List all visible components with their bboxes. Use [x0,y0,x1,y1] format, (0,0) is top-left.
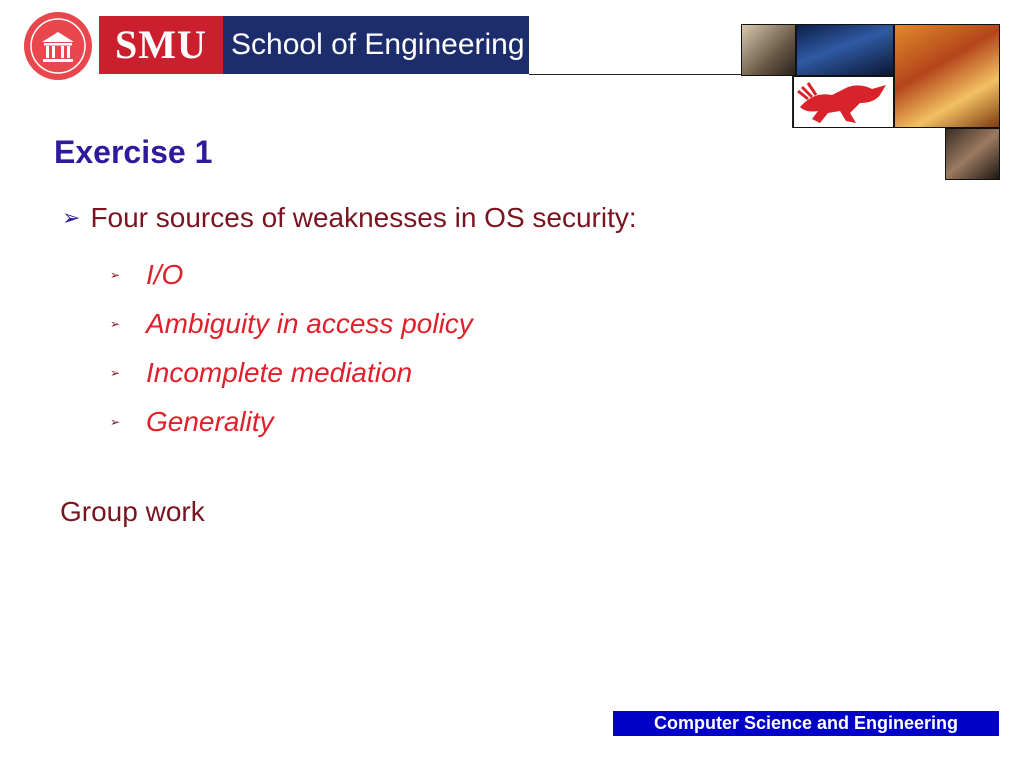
header-photo-tech [796,24,894,76]
header-photo-mustang [793,76,894,128]
main-bullet-text: Four sources of weaknesses in OS security: [90,202,637,233]
header-photo-classroom [945,128,1000,180]
main-bullet [62,202,637,234]
sub-bullet-text: I/O [146,258,184,290]
header-photo-campus [894,24,1000,128]
sub-bullet-list [110,250,473,446]
arrow-bullet-icon: ➢ [62,205,81,230]
sub-bullet-text: Incomplete mediation [146,356,413,388]
smu-seal-logo [24,12,92,80]
small-arrow-bullet-icon: ➢ [110,365,121,380]
sub-bullet-text: Generality [146,405,274,437]
smu-brand: SMU [99,16,223,74]
sub-bullet-item [110,299,473,348]
small-arrow-bullet-icon: ➢ [110,267,121,282]
school-name: School of Engineering [223,16,529,74]
slide-title: Exercise 1 [54,134,213,170]
small-arrow-bullet-icon: ➢ [110,316,121,331]
sub-bullet-item [110,348,473,397]
sub-bullet-item [110,397,473,446]
small-arrow-bullet-icon: ➢ [110,414,121,429]
header-divider [529,74,741,75]
header-photo-portrait [741,24,796,76]
photo-divider [792,76,793,128]
sub-bullet-text: Ambiguity in access policy [146,307,473,339]
footer-label: Computer Science and Engineering [613,711,999,736]
header-banner [99,16,529,74]
group-work-note: Group work [60,496,205,527]
sub-bullet-item [110,250,473,299]
